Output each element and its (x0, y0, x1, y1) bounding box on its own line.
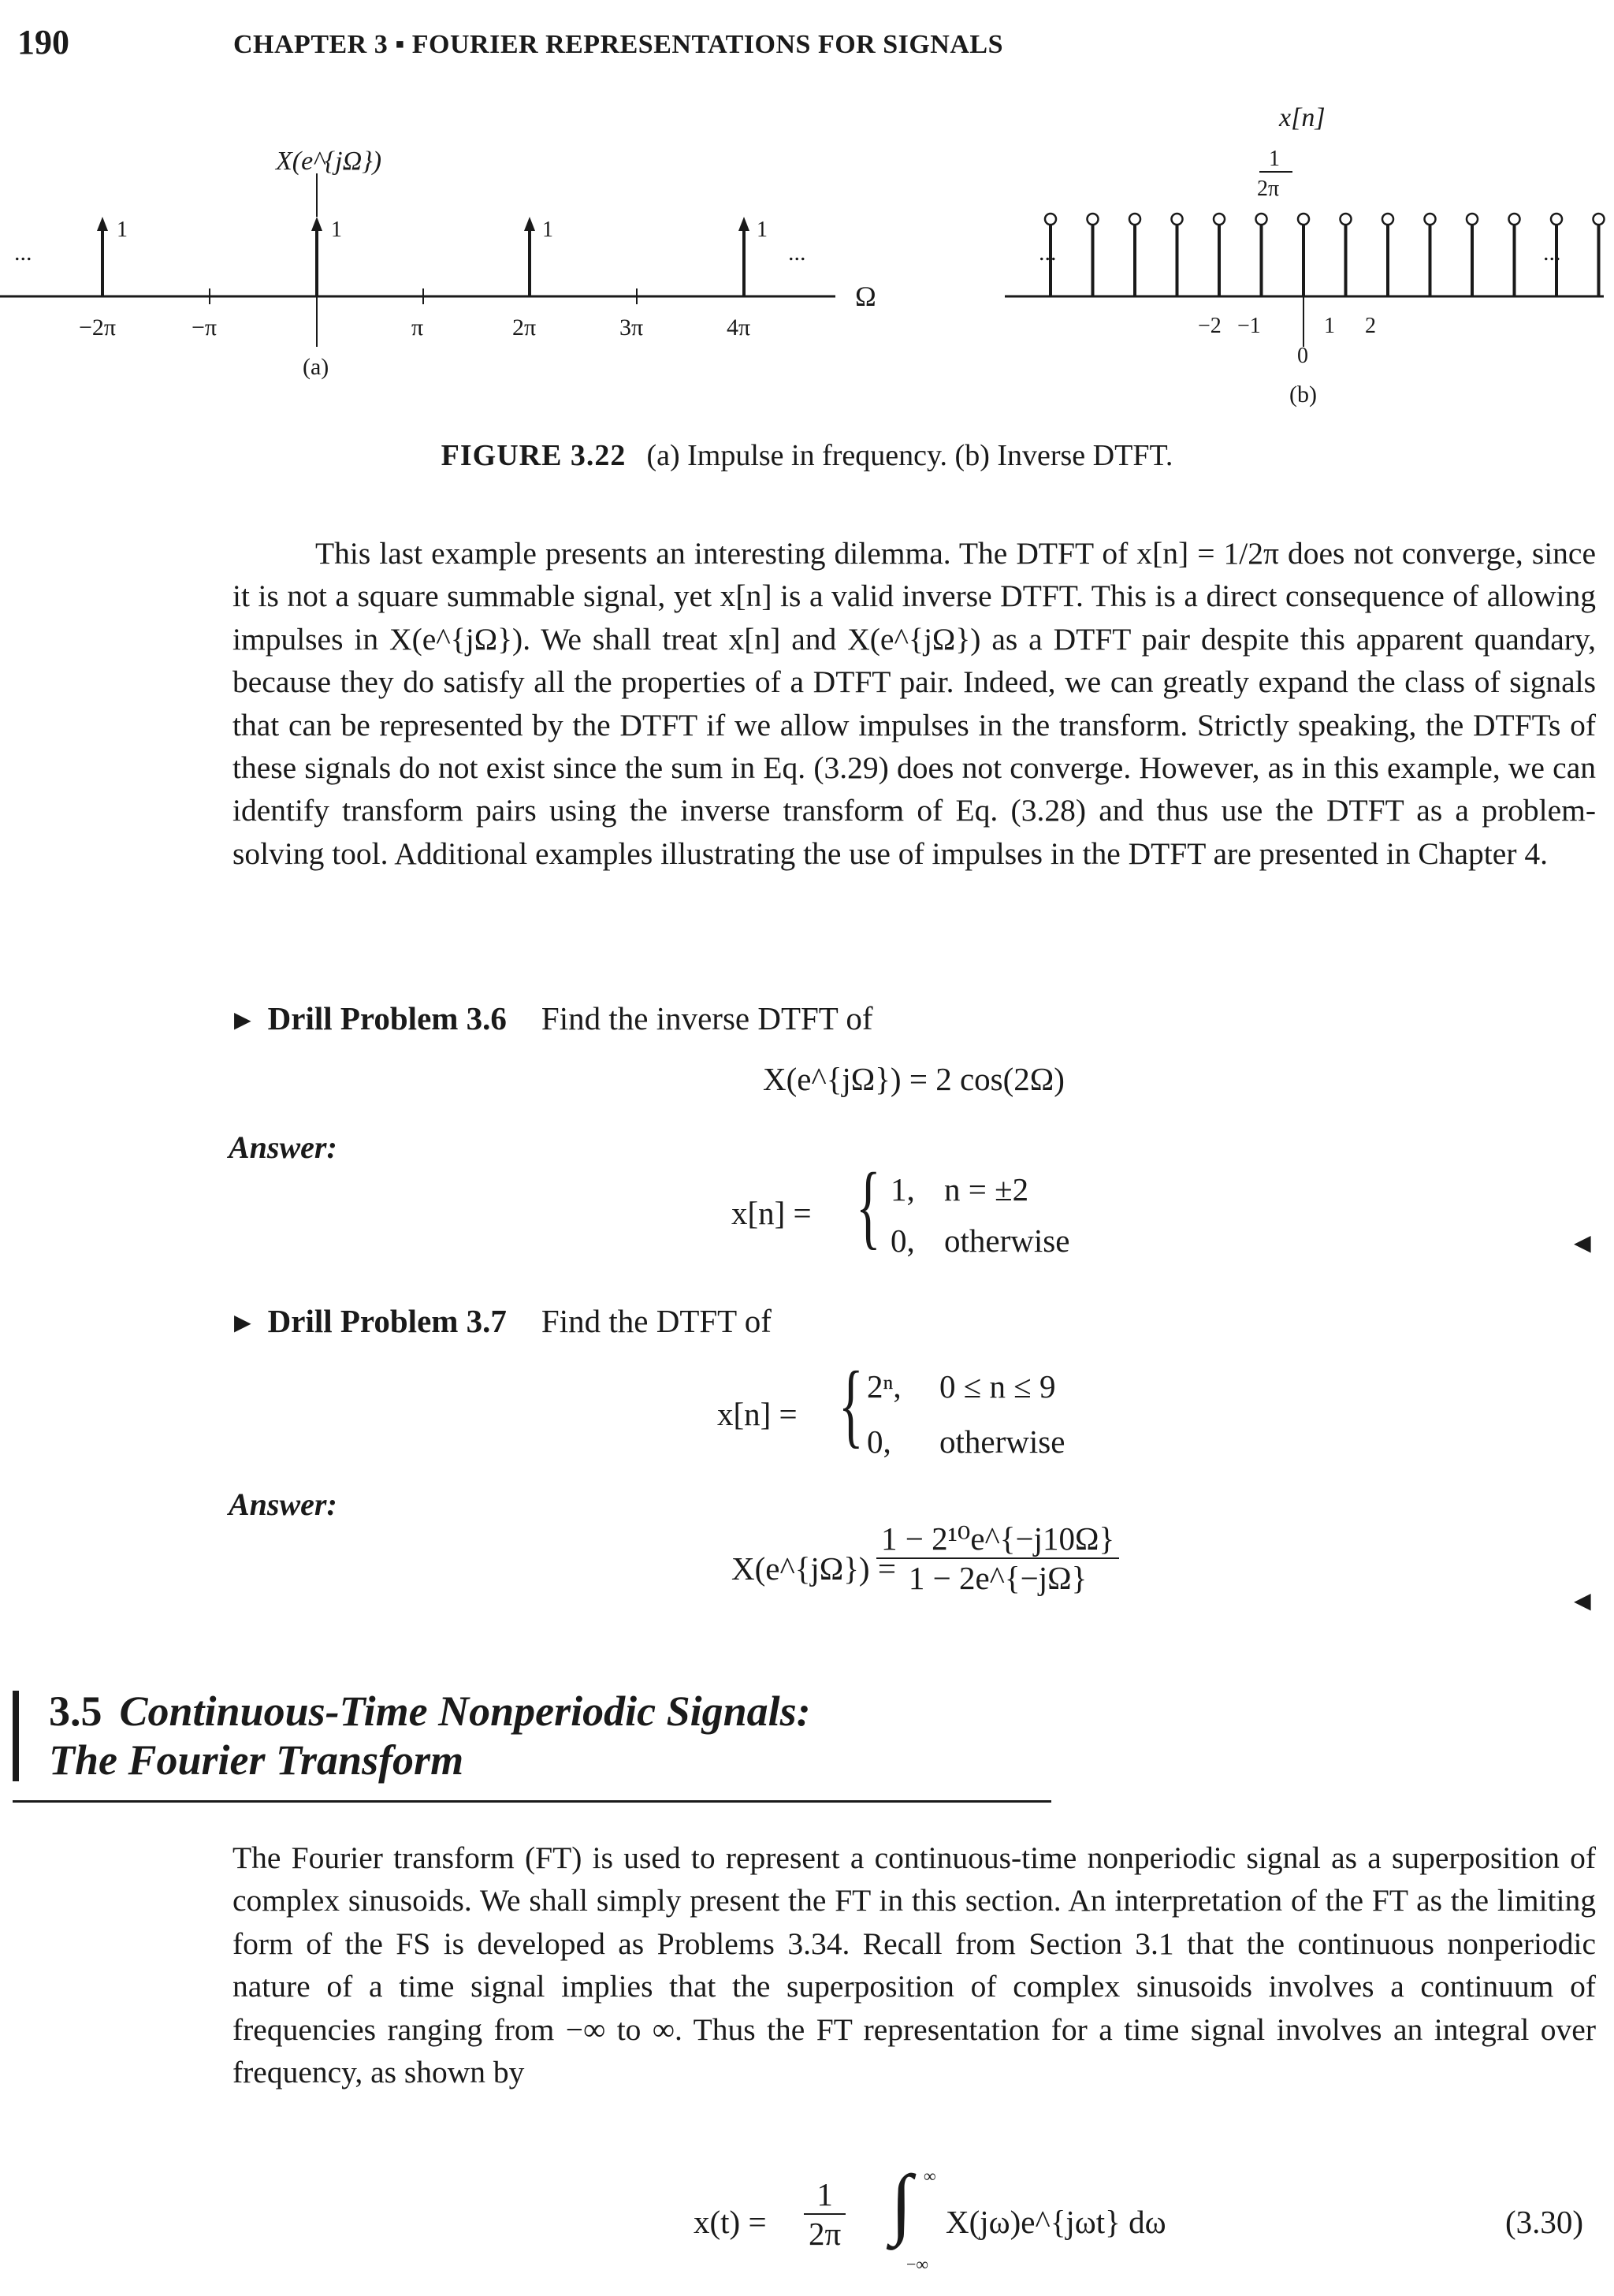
impulse-height-label: 1 (117, 218, 128, 242)
section-bar (13, 1691, 19, 1781)
sample-stems (1045, 214, 1605, 296)
case-condition: otherwise (944, 1222, 1070, 1259)
sample-stem (1467, 214, 1478, 296)
integral-lower-limit: −∞ (906, 2254, 929, 2274)
sample-stem (1594, 214, 1605, 296)
impulse (311, 173, 342, 347)
section-title-line2: The Fourier Transform (49, 1736, 464, 1784)
tick-label: 2π (512, 314, 537, 340)
impulse (524, 217, 553, 296)
panel-b-ylabel: x[n] (1279, 103, 1326, 132)
case-condition: n = ±2 (944, 1171, 1029, 1208)
panel-a-sublabel: (a) (303, 354, 329, 380)
section-number: 3.5 (49, 1688, 102, 1735)
drill-equation: X(e^{jΩ}) = 2 cos(2Ω) (763, 1061, 1065, 1097)
drill-prompt: Find the DTFT of (541, 1303, 772, 1339)
brace: { (856, 1153, 881, 1258)
panel-b-ellipsis-left: ... (1039, 240, 1057, 266)
drill-problem-3-7 (229, 1302, 772, 1340)
figure-3-22 (0, 102, 1614, 434)
sample-stem (1129, 214, 1140, 296)
tick-label: 3π (619, 314, 644, 340)
caption-text: (a) Impulse in frequency. (b) Inverse DTFT. (646, 439, 1173, 472)
case-condition: 0 ≤ n ≤ 9 (939, 1368, 1056, 1405)
tick-label: 1 (1324, 314, 1335, 338)
drill-lhs: x[n] = (717, 1396, 798, 1432)
sample-stem (1341, 214, 1352, 296)
impulse-height-label: 1 (757, 218, 768, 242)
impulse (97, 217, 128, 296)
impulse-height-label: 1 (331, 218, 342, 242)
answer-fraction (876, 1520, 1119, 1597)
panel-a-ellipsis-right: ... (788, 240, 806, 266)
drill-title: Drill Problem 3.7 (267, 1303, 507, 1339)
page-number: 190 (17, 23, 69, 61)
end-marker-icon: ◄ (1568, 1227, 1597, 1259)
panel-a-ylabel: X(e^{jΩ}) (276, 147, 382, 176)
brace: { (839, 1352, 864, 1457)
section-heading (49, 1687, 811, 1784)
tick-label: 0 (1297, 344, 1308, 368)
tick-label: −π (192, 314, 218, 340)
impulse-height-label: 1 (542, 218, 553, 242)
equation-lhs: x(t) = (694, 2204, 767, 2240)
sample-stem (1214, 214, 1225, 296)
panel-b-value-den: 2π (1257, 177, 1280, 201)
sample-stem (1509, 214, 1520, 296)
section-title-line1: Continuous-Time Nonperiodic Signals: (119, 1688, 811, 1735)
answer-lhs: x[n] = (731, 1195, 812, 1231)
end-marker-icon: ◄ (1568, 1585, 1597, 1617)
drill-marker-icon: ► (229, 1004, 257, 1036)
sample-stem (1256, 214, 1267, 296)
integrand: X(jω)e^{jωt} dω (946, 2204, 1166, 2240)
integral-sign: ∫ (891, 2159, 913, 2246)
case-value: 0, (891, 1222, 915, 1259)
fraction-denominator: 1 − 2e^{−jΩ} (908, 1560, 1088, 1596)
equation-fraction (804, 2175, 846, 2253)
sample-stem (1382, 214, 1393, 296)
panel-a-ellipsis-left: ... (14, 240, 32, 266)
answer-label: Answer: (229, 1129, 337, 1165)
fraction-numerator: 1 − 2¹⁰e^{−j10Ω} (876, 1520, 1119, 1559)
tick-label: 4π (727, 314, 751, 340)
chapter-title: CHAPTER 3 ▪ FOURIER REPRESENTATIONS FOR SIGNALS (233, 30, 1003, 59)
case-value: 2ⁿ, (867, 1368, 902, 1405)
tick-label: 2 (1365, 314, 1376, 338)
sample-stem (1172, 214, 1183, 296)
tick-label: −2 (1198, 314, 1222, 338)
body-paragraph: The Fourier transform (FT) is used to represent a continuous-time nonperiodic signal as a superposition of complex sinusoids. We shall simply present the FT in this section. An interpretation of the FT as the limiting form of the FS is developed as Problems 3.34. Recall from Section 3.1 that the continuous nonperiodic nature of a time signal implies that the superposition of complex sinusoids involves a continuum of frequencies ranging from −∞ to ∞. Thus the FT representation for a time signal involves an integral over frequency, as shown by (232, 1840, 1596, 2090)
panel-b-sublabel: (b) (1289, 381, 1317, 407)
panel-a (0, 147, 876, 380)
figure-caption (0, 438, 1614, 473)
section-rule (13, 1800, 1051, 1803)
equation-number: (3.30) (1505, 2204, 1584, 2240)
fraction-numerator: 1 (804, 2175, 846, 2215)
impulse (738, 217, 768, 296)
drill-marker-icon: ► (229, 1307, 257, 1338)
body-paragraph: This last example presents an interesting dilemma. The DTFT of x[n] = 1/2π does not converge, since it is not a square summable signal, yet x[n] is a valid inverse DTFT. This is a direct consequence of allowing impulses in X(e^{jΩ}). We shall treat x[n] and X(e^{jΩ}) as a DTFT pair despite this apparent quandary, because they do satisfy all the properties of a DTFT pair. Indeed, we can greatly expand the class of signals that can be represented by the DTFT if we allow impulses in the transform. Strictly speaking, the DTFTs of these signals do not exist since the sum in Eq. (3.29) does not converge. However, as in this example, we can identify transform pairs using the inverse transform of Eq. (3.28) and thus use the DTFT as a problem-solving tool. Additional examples illustrating the use of impulses in the DTFT are presented in Chapter 4. (232, 536, 1596, 871)
panel-a-xlabel: Ω (855, 281, 876, 312)
case-value: 0, (867, 1423, 891, 1460)
fraction-denominator: 2π (809, 2216, 842, 2252)
answer-lhs: X(e^{jΩ}) = (731, 1550, 896, 1587)
panel-b (1005, 103, 1605, 407)
panel-b-ellipsis-right: ... (1543, 240, 1561, 266)
drill-prompt: Find the inverse DTFT of (541, 1000, 873, 1036)
drill-title: Drill Problem 3.6 (267, 1000, 507, 1036)
caption-label: FIGURE 3.22 (441, 439, 627, 472)
sample-stem (1425, 214, 1436, 296)
sample-stem (1088, 214, 1099, 296)
answer-label: Answer: (229, 1487, 337, 1522)
case-condition: otherwise (939, 1423, 1065, 1460)
sample-stem (1298, 214, 1309, 296)
drill-problem-3-6 (229, 999, 873, 1037)
tick-label: π (411, 314, 424, 340)
tick-label: −2π (79, 314, 117, 340)
case-value: 1, (891, 1171, 915, 1208)
tick-label: −1 (1237, 314, 1261, 338)
integral-upper-limit: ∞ (924, 2166, 936, 2186)
panel-b-value-num: 1 (1269, 147, 1280, 171)
